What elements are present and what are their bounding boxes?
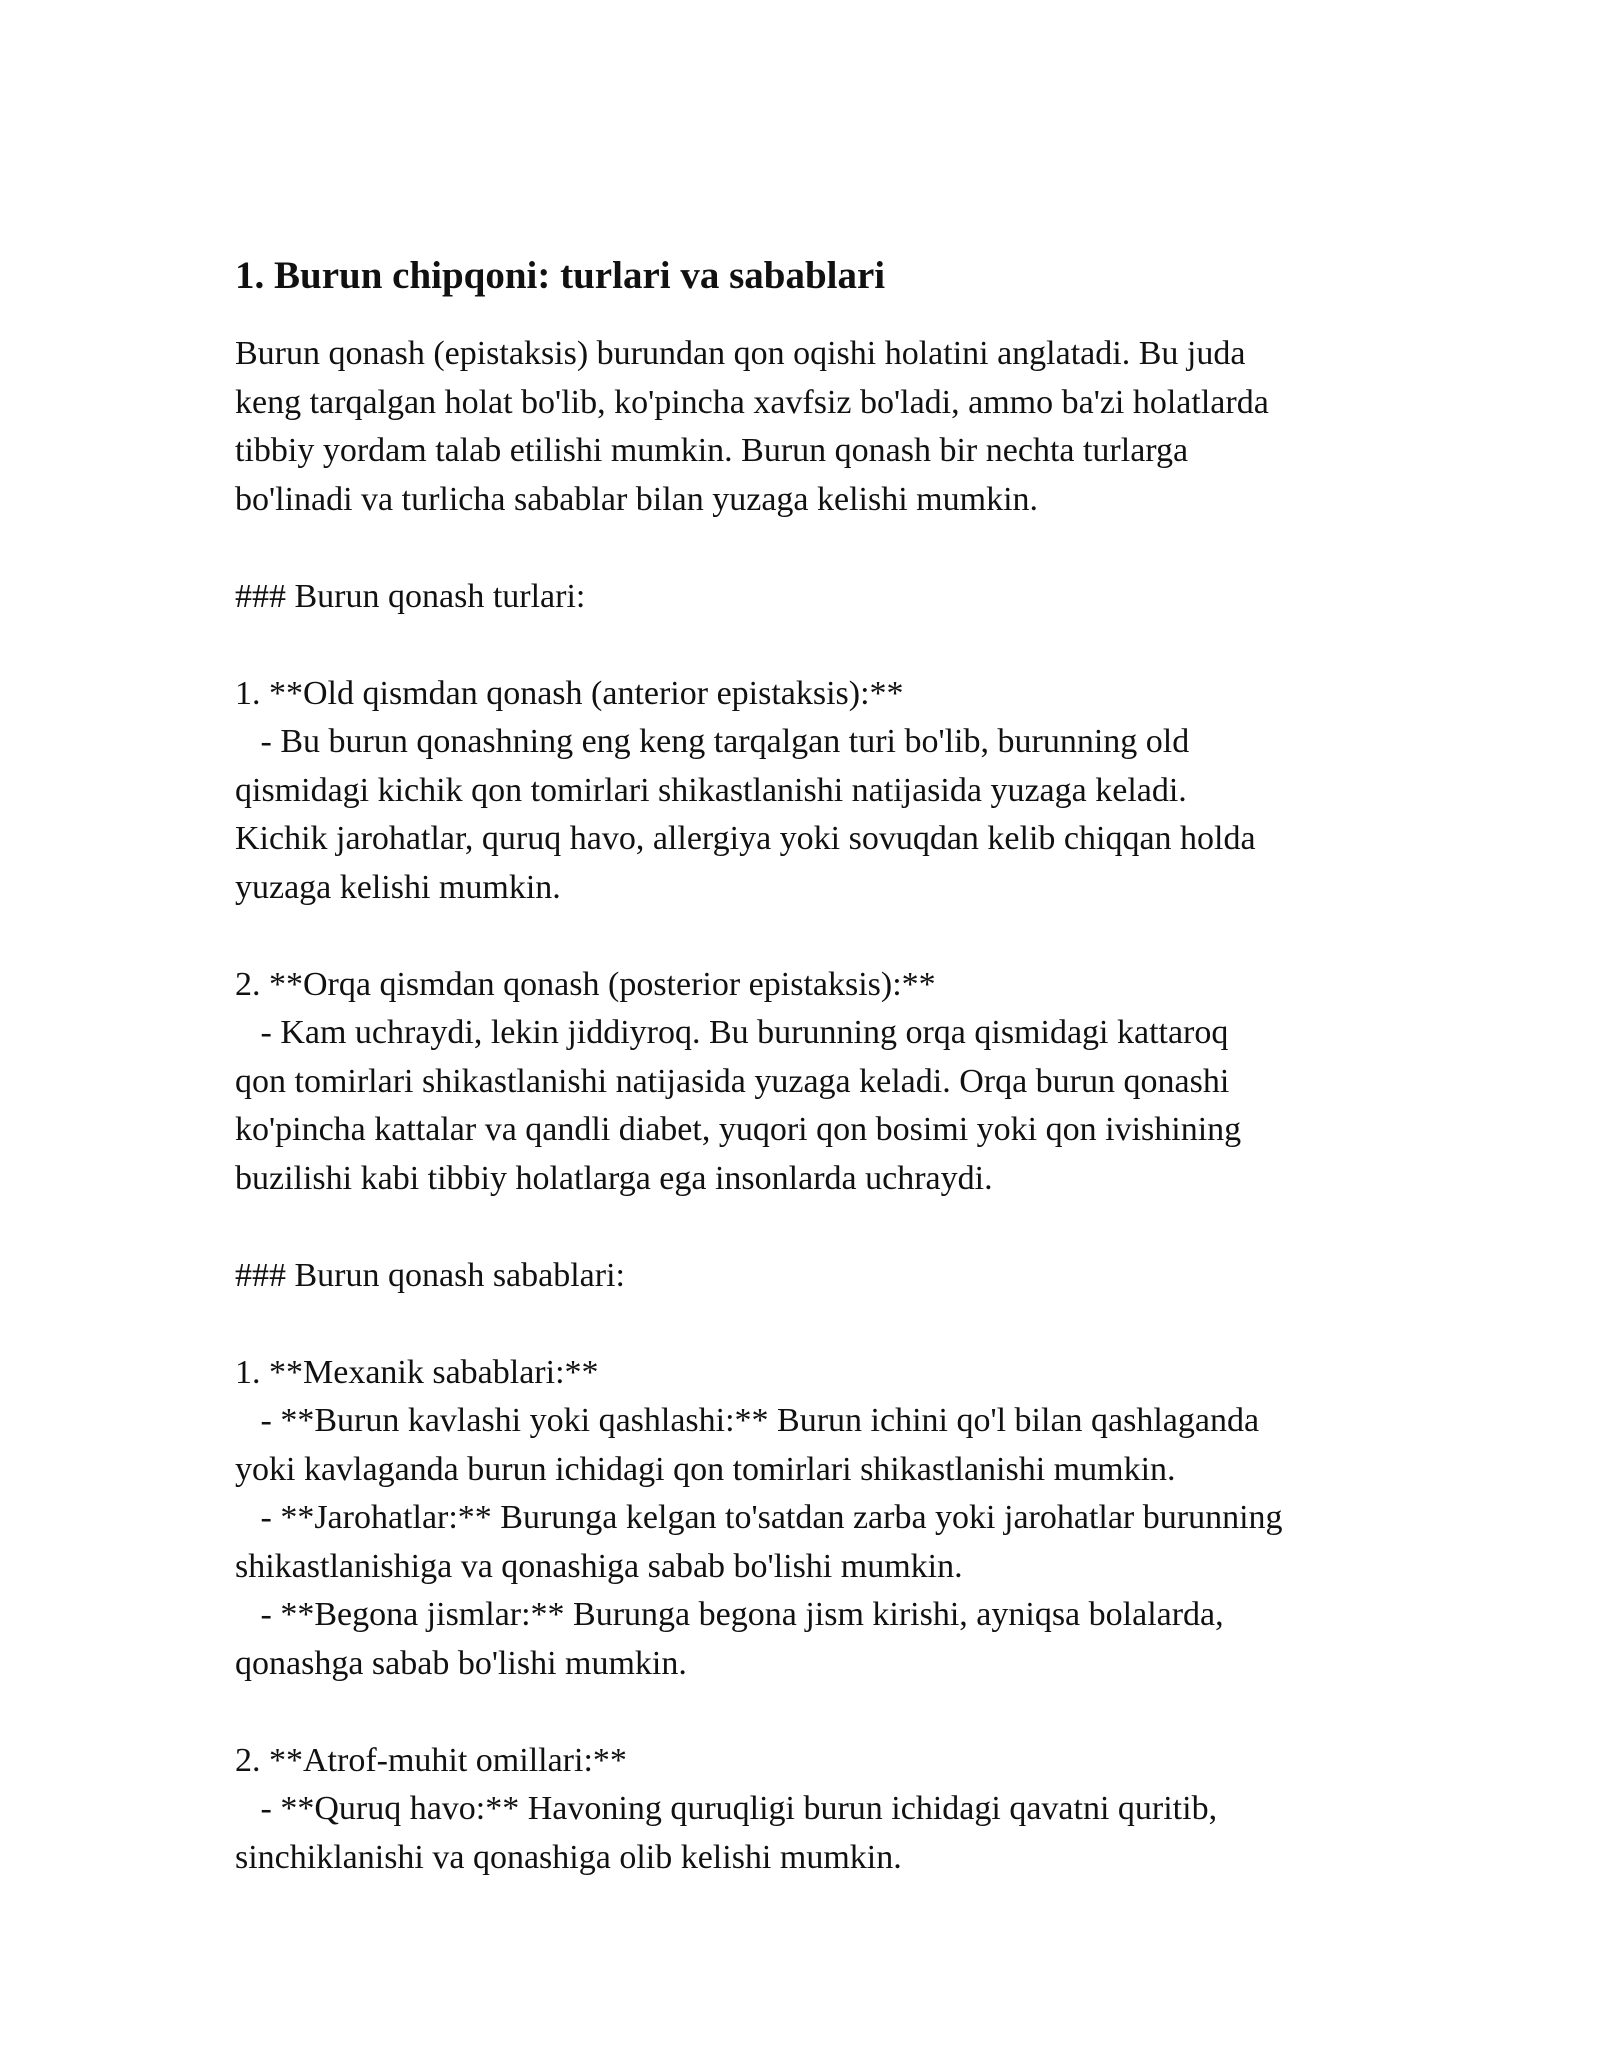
text-line: keng tarqalgan holat bo'lib, ko'pincha xavfsiz bo'ladi, ammo ba'zi holatlarda	[235, 383, 1269, 421]
text-line: - Bu burun qonashning eng keng tarqalgan turi bo'lib, burunning old	[235, 723, 1190, 760]
blank-line	[235, 621, 1395, 670]
text-line: - **Quruq havo:** Havoning quruqligi burun ichidagi qavatni quritib,	[235, 1790, 1218, 1827]
text-line: tibbiy yordam talab etilishi mumkin. Burun qonash bir nechta turlarga	[235, 432, 1189, 469]
text-line: 2. **Orqa qismdan qonash (posterior epistaksis):**	[235, 965, 936, 1003]
text-line: bo'linadi va turlicha sabablar bilan yuzaga kelishi mumkin.	[235, 480, 1039, 518]
text-line: sinchiklanishi va qonashiga olib kelishi mumkin.	[235, 1838, 902, 1876]
text-line: buzilishi kabi tibbiy holatlarga ega insonlarda uchraydi.	[235, 1159, 993, 1197]
blank-line	[235, 524, 1395, 573]
text-line: yoki kavlaganda burun ichidagi qon tomirlari shikastlanishi mumkin.	[235, 1450, 1176, 1488]
blank-line	[235, 1203, 1395, 1252]
text-line: qismidagi kichik qon tomirlari shikastlanishi natijasida yuzaga keladi.	[235, 771, 1187, 809]
document-title: 1. Burun chipqoni: turlari va sabablari	[235, 254, 886, 297]
text-line: - **Begona jismlar:** Burunga begona jism kirishi, ayniqsa bolalarda,	[235, 1596, 1224, 1633]
text-line: - **Jarohatlar:** Burunga kelgan to'satdan zarba yoki jarohatlar burunning	[235, 1499, 1283, 1536]
blank-line	[235, 912, 1395, 961]
text-line: Kichik jarohatlar, quruq havo, allergiya yoki sovuqdan kelib chiqqan holda	[235, 820, 1256, 857]
text-line: yuzaga kelishi mumkin.	[235, 868, 561, 906]
document-body	[235, 250, 1395, 1882]
text-line: 2. **Atrof-muhit omillari:**	[235, 1741, 627, 1779]
text-line: - Kam uchraydi, lekin jiddiyroq. Bu burunning orqa qismidagi kattaroq	[235, 1014, 1229, 1051]
text-line: Burun qonash (epistaksis) burundan qon oqishi holatini anglatadi. Bu juda	[235, 335, 1246, 372]
text-line: 1. **Mexanik sabablari:**	[235, 1353, 599, 1391]
text-line: ko'pincha kattalar va qandli diabet, yuqori qon bosimi yoki qon ivishining	[235, 1111, 1242, 1148]
document-text	[235, 330, 1395, 1882]
text-line: 1. **Old qismdan qonash (anterior epistaksis):**	[235, 674, 904, 712]
blank-line	[235, 1688, 1395, 1737]
text-line: qon tomirlari shikastlanishi natijasida yuzaga keladi. Orqa burun qonashi	[235, 1062, 1230, 1100]
text-line: - **Burun kavlashi yoki qashlashi:** Burun ichini qo'l bilan qashlaganda	[235, 1402, 1260, 1439]
text-line: qonashga sabab bo'lishi mumkin.	[235, 1644, 687, 1682]
text-line: shikastlanishiga va qonashiga sabab bo'lishi mumkin.	[235, 1547, 963, 1585]
text-line: ### Burun qonash turlari:	[235, 577, 586, 615]
blank-line	[235, 1300, 1395, 1349]
text-line: ### Burun qonash sabablari:	[235, 1256, 625, 1294]
